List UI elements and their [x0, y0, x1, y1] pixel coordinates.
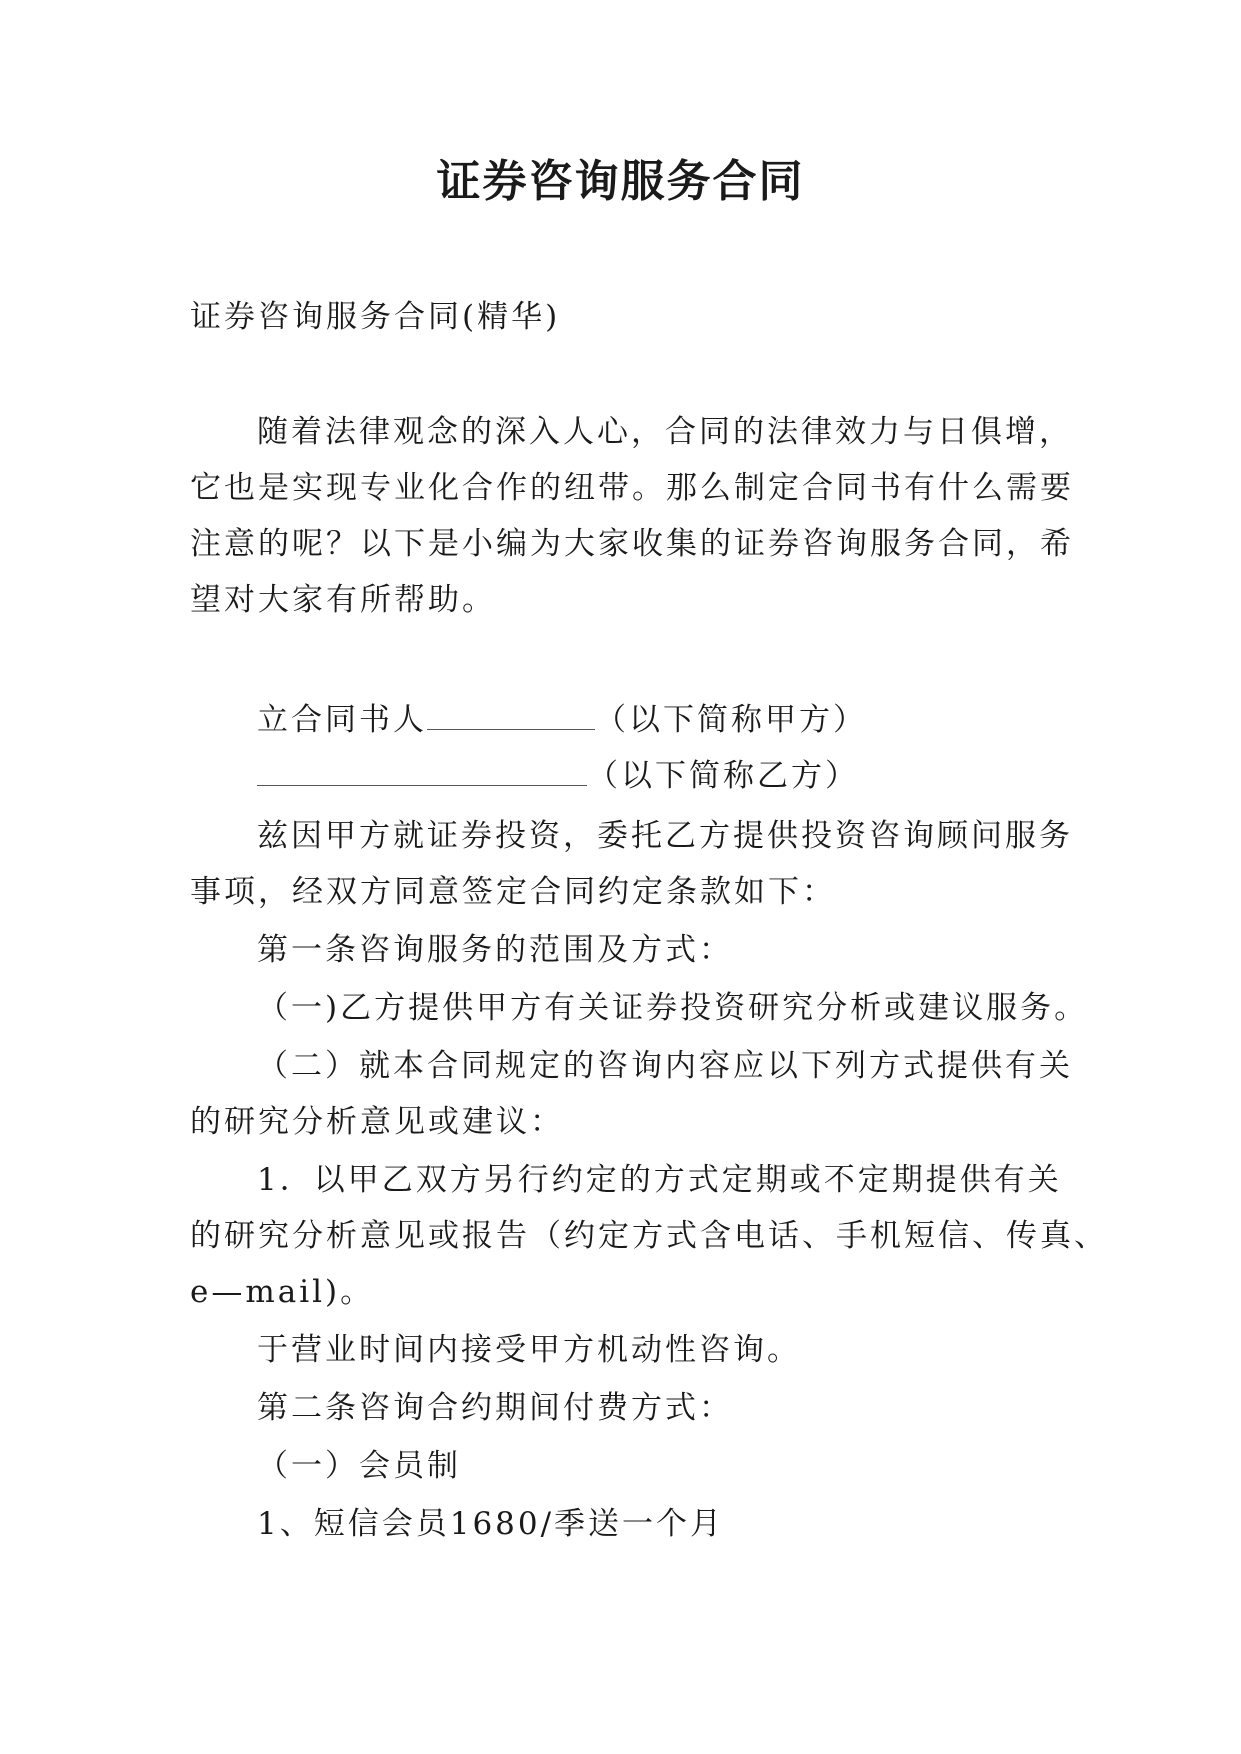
- party-b-suffix: （以下简称乙方）: [587, 758, 859, 794]
- document-subtitle: 证券咨询服务合同(精华): [190, 299, 561, 335]
- party-a-line: [257, 700, 867, 740]
- intro-line-4: 望对大家有所帮助。: [190, 582, 496, 618]
- article-1-subitem-1: 1．以甲乙双方另行约定的方式定期或不定期提供有关: [257, 1162, 1062, 1198]
- article-1-subitem-1-end: e—mail)。: [190, 1274, 375, 1310]
- intro-line-1: 随着法律观念的深入人心，合同的法律效力与日俱增，: [257, 414, 1073, 450]
- article-1-item-2-cont: 的研究分析意见或建议：: [190, 1104, 564, 1140]
- party-a-suffix: （以下简称甲方）: [595, 702, 867, 738]
- article-2-heading: 第二条咨询合约期间付费方式：: [257, 1390, 733, 1426]
- party-b-blank[interactable]: [257, 757, 587, 786]
- intro-line-2: 它也是实现专业化合作的纽带。那么制定合同书有什么需要: [190, 470, 1074, 506]
- article-2-subitem-1: 1、短信会员1680/季送一个月: [257, 1506, 725, 1542]
- document-title: 证券咨询服务合同: [436, 156, 805, 207]
- article-1-note: 于营业时间内接受甲方机动性咨询。: [257, 1332, 801, 1368]
- body-line-2: 事项，经双方同意签定合同约定条款如下：: [190, 874, 836, 910]
- article-2-item-1: （一）会员制: [257, 1448, 461, 1484]
- article-1-item-1: （一)乙方提供甲方有关证券投资研究分析或建议服务。: [257, 990, 1089, 1026]
- party-a-prefix: 立合同书人: [257, 702, 427, 738]
- article-1-heading: 第一条咨询服务的范围及方式：: [257, 932, 733, 968]
- body-line-1: 兹因甲方就证券投资，委托乙方提供投资咨询顾问服务: [257, 818, 1073, 854]
- party-b-line: [257, 756, 859, 796]
- article-1-subitem-1-cont: 的研究分析意见或报告（约定方式含电话、手机短信、传真、: [190, 1218, 1108, 1254]
- intro-line-3: 注意的呢？以下是小编为大家收集的证券咨询服务合同，希: [190, 526, 1074, 562]
- party-a-blank[interactable]: [427, 701, 595, 730]
- article-1-item-2: （二）就本合同规定的咨询内容应以下列方式提供有关: [257, 1048, 1073, 1084]
